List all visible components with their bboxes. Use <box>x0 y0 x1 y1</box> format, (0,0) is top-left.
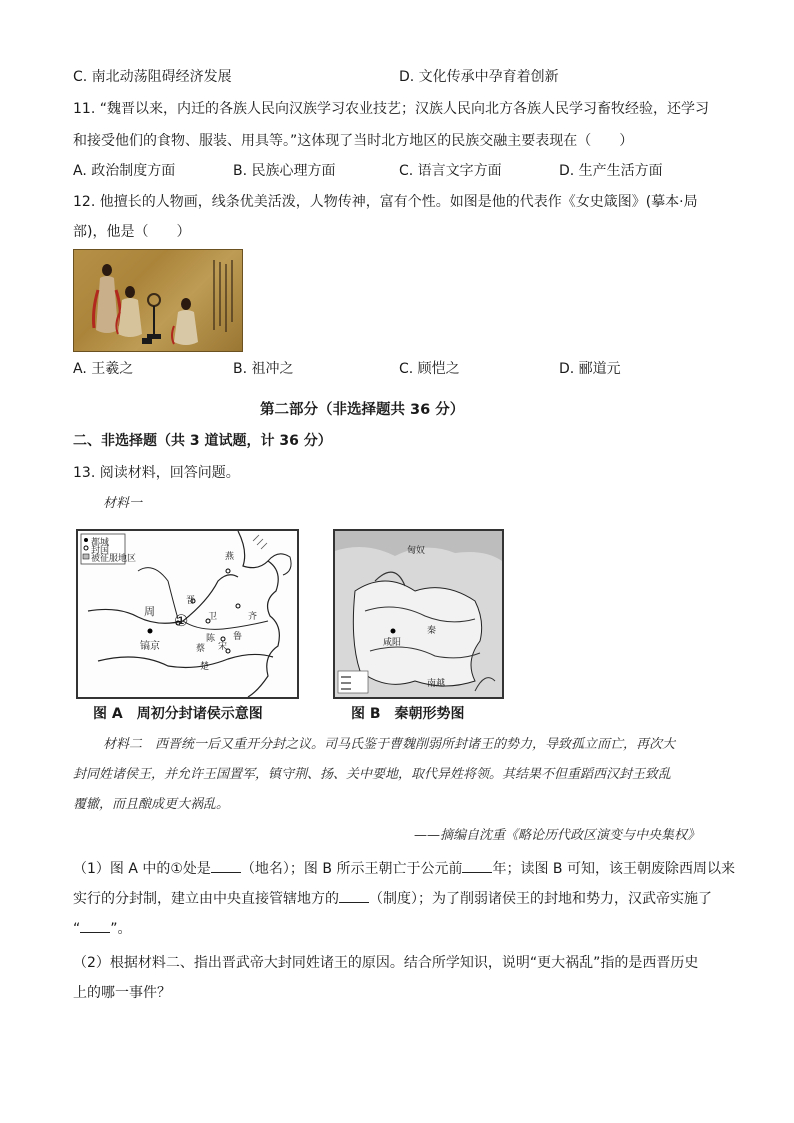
map-a-label-wei: 卫 <box>208 612 218 622</box>
map-b-label-xiongnu: 匈奴 <box>407 546 426 556</box>
map-a-label-chen: 陈 <box>206 634 216 644</box>
painting-illustration <box>74 250 242 351</box>
map-a-label-zhou: 周 <box>144 605 155 618</box>
map-a-label-cai: 蔡 <box>196 644 206 654</box>
answer-blank-policy[interactable] <box>80 918 110 933</box>
map-a-legend-fief: 封国 <box>91 546 110 556</box>
map-a <box>76 529 299 699</box>
map-a-label-haojing: 镐京 <box>140 641 160 652</box>
q12-option-a: A. 王羲之 <box>73 361 134 377</box>
map-b-caption: 图 B 秦朝形势图 <box>351 706 465 722</box>
map-a-label-song: 宋 <box>218 642 228 652</box>
sub1-line3 <box>73 918 132 939</box>
q11-option-d: D. 生产生活方面 <box>559 163 663 179</box>
sub1-line3-open-quote: “ <box>73 921 81 937</box>
q12-option-c: C. 顾恺之 <box>399 361 460 377</box>
map-a-label-chu: 楚 <box>200 662 210 672</box>
map-a-legend-capital: 都城 <box>91 538 110 548</box>
q11-stem-line2: 和接受他们的食物、服装、用具等。”这体现了当时北方地区的民族交融主要表现在（ ） <box>73 133 634 149</box>
map-b <box>333 529 504 699</box>
map-b-label-nanyue: 南越 <box>427 679 446 689</box>
sub2-line1: （2）根据材料二、指出晋武帝大封同姓诸王的原因。结合所学知识，说明“更大祸乱”指的是西晋历史 <box>73 955 699 971</box>
material2-line3: 覆辙，而且酿成更大祸乱。 <box>73 797 230 812</box>
part2-title: 第二部分（非选择题共 36 分） <box>260 402 465 418</box>
material1-label: 材料一 <box>103 496 143 511</box>
map-a-label-qi: 齐 <box>248 612 258 622</box>
material2-line2: 封同姓诸侯王，并允许王国置军，镇守荆、扬、关中要地，取代异姓将领。其结果不但重蹈西汉封王致乱 <box>73 767 672 782</box>
q12-stem-line1: 12. 他擅长的人物画，线条优美活泼，人物传神，富有个性。如图是他的代表作《女史箴图》(摹本·局 <box>73 194 698 210</box>
map-a-caption: 图 A 周初分封诸侯示意图 <box>93 706 263 722</box>
q11-option-c: C. 语言文字方面 <box>399 163 502 179</box>
map-a-label-jin: 晋 <box>186 596 196 606</box>
sub1-line1-part-b: （地名）；图 B 所示王朝亡于公元前 <box>240 861 463 877</box>
sub1-line1-part-a: （1）图 A 中的①处是 <box>73 861 211 877</box>
answer-blank-year[interactable] <box>462 858 492 873</box>
q11-option-b: B. 民族心理方面 <box>233 163 336 179</box>
map-b-label-xianyang: 咸阳 <box>383 638 402 648</box>
q10-option-c: C. 南北动荡阻碍经济发展 <box>73 69 232 85</box>
map-a-legend-conquered: 被征服地区 <box>91 554 137 564</box>
q13-intro: 13. 阅读材料，回答问题。 <box>73 465 240 481</box>
sub1-line2 <box>73 888 712 909</box>
map-a-label-marker-1: ① <box>174 611 189 630</box>
q10-option-d: D. 文化传承中孕育着创新 <box>399 69 559 85</box>
q11-option-a: A. 政治制度方面 <box>73 163 176 179</box>
material2-line1: 材料二 西晋统一后又重开分封之议。司马氏鉴于曹魏削弱所封诸王的势力，导致孤立而亡，再次大 <box>103 737 676 752</box>
painting-image <box>73 249 243 352</box>
section-heading: 二、非选择题（共 3 道试题，计 36 分） <box>73 433 332 449</box>
sub1-line3-close-quote: ”。 <box>110 921 132 937</box>
q12-stem-line2: 部)，他是（ ） <box>73 224 191 240</box>
sub1-line2-part-a: 实行的分封制，建立由中央直接管辖地方的 <box>73 891 339 907</box>
material2-source: ——摘编自沈重《略论历代政区演变与中央集权》 <box>414 828 701 843</box>
answer-blank-system[interactable] <box>339 888 369 903</box>
sub1-line1-part-c: 年；读图 B 可知，该王朝废除西周以来 <box>492 861 735 877</box>
map-a-label-yan: 燕 <box>225 552 235 562</box>
sub1-line1 <box>73 858 735 879</box>
answer-blank-place[interactable] <box>211 858 241 873</box>
map-b-label-qin: 秦 <box>427 626 437 636</box>
sub2-line2: 上的哪一事件？ <box>73 985 171 1001</box>
q11-stem-line1: 11. “魏晋以来，内迁的各族人民向汉族学习农业技艺；汉族人民向北方各族人民学习畜牧经验，还学习 <box>73 101 709 117</box>
sub1-line2-part-b: （制度）；为了削弱诸侯王的封地和势力，汉武帝实施了 <box>369 891 712 907</box>
q12-option-d: D. 郦道元 <box>559 361 621 377</box>
map-a-label-lu: 鲁 <box>233 632 243 642</box>
q12-option-b: B. 祖冲之 <box>233 361 294 377</box>
